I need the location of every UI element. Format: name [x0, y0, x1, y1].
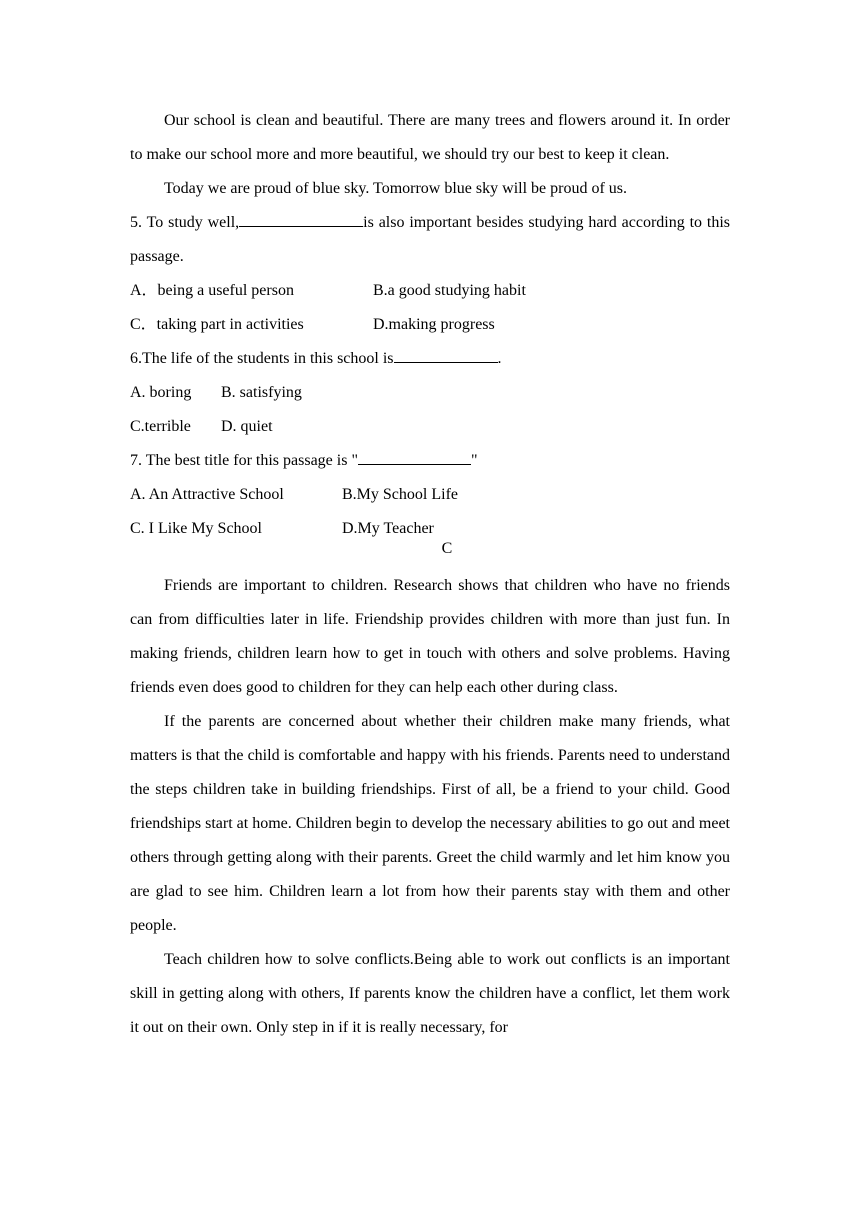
- section-c-heading: C: [441, 540, 453, 557]
- question-7-blank: [358, 448, 471, 465]
- question-7-option-b: B.My School Life: [342, 486, 458, 503]
- question-5-option-d: D.making progress: [373, 316, 495, 333]
- question-7-stem: [130, 444, 730, 478]
- question-7-option-d: D.My Teacher: [342, 520, 434, 537]
- question-6-stem-end: .: [497, 350, 502, 367]
- question-5-stem-start: 5. To study well,: [130, 214, 240, 231]
- question-5-stem: [130, 206, 730, 274]
- question-7-options-row-1: [130, 478, 730, 512]
- question-6-options-row-1: [130, 376, 730, 410]
- section-c-paragraph-2: If the parents are concerned about whether their children make many friends, what matters is that the child is comfortable and happy with his friends. Parents need to understand the steps children take in building friendships. First of all, be a friend to your child. Good friendships start at home. Children begin to develop the necessary abilities to go out and meet others through getting along with their parents. Greet the child warmly and let him know you are glad to see him. Children learn a lot from how their parents stay with them and other people.: [130, 713, 730, 934]
- intro-paragraph-2: Today we are proud of blue sky. Tomorrow blue sky will be proud of us.: [164, 180, 628, 197]
- document-page: [130, 104, 730, 1045]
- question-5-options-row-1: [130, 274, 730, 308]
- question-6-option-d: D. quiet: [221, 418, 273, 435]
- question-7-option-a: A. An Attractive School: [130, 486, 284, 503]
- question-5-options-row-2: [130, 308, 730, 342]
- question-6-blank: [394, 346, 498, 363]
- question-6-option-c: C.terrible: [130, 418, 191, 435]
- intro-paragraph-1: Our school is clean and beautiful. There are many trees and flowers around it. In order to make our school more and more beautiful, we should try our best to keep it clean.: [130, 112, 730, 163]
- question-6-option-a: A. boring: [130, 384, 192, 401]
- question-6-option-b: B. satisfying: [221, 384, 302, 401]
- section-c-paragraph-3: Teach children how to solve conflicts.Being able to work out conflicts is an important skill in getting along with others, If parents know the children have a conflict, let them work it out on their own. Only step in if it is really necessary, for: [130, 951, 730, 1036]
- question-6-options-row-2: [130, 410, 730, 444]
- question-7-stem-end: ": [470, 452, 478, 469]
- question-7-stem-start: 7. The best title for this passage is ": [130, 452, 358, 469]
- question-5-option-a: A．being a useful person: [130, 282, 294, 299]
- question-6-stem-start: 6.The life of the students in this school is: [130, 350, 394, 367]
- section-c-paragraph-1: Friends are important to children. Research shows that children who have no friends can from difficulties later in life. Friendship provides children with more than just fun. In making friends, children learn how to get in touch with others and solve problems. Having friends even does good to children for they can help each other during class.: [130, 577, 730, 696]
- question-6-stem: [130, 342, 730, 376]
- question-5-blank: [239, 210, 363, 227]
- question-7-option-c: C. I Like My School: [130, 520, 262, 537]
- question-5-option-c: C．taking part in activities: [130, 316, 304, 333]
- question-5-stem-end: is also important besides studying hard according to this passage.: [130, 214, 730, 265]
- question-5-option-b: B.a good studying habit: [373, 282, 526, 299]
